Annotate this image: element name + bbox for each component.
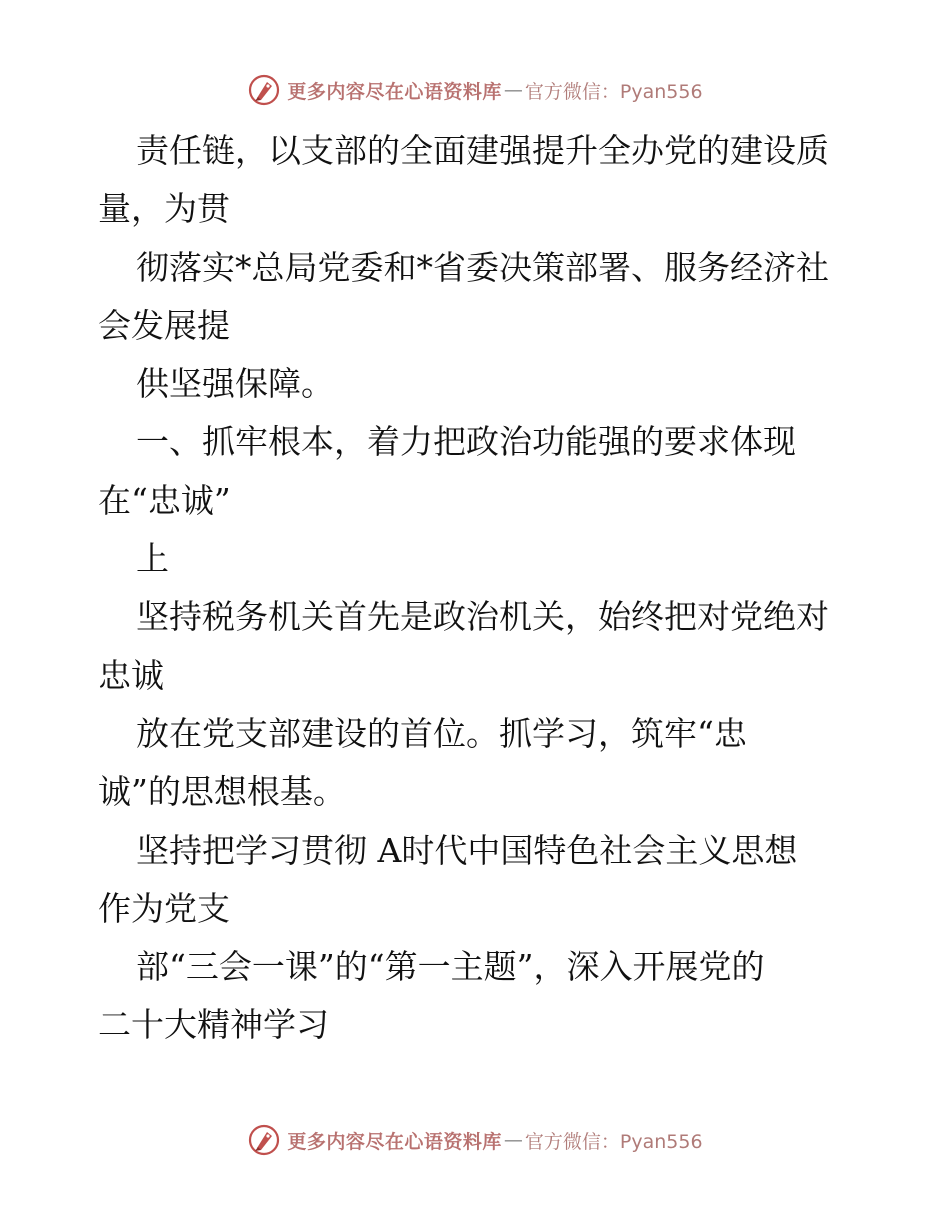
watermark-header [0,70,950,110]
text-line: 责任链，以支部的全面建强提升全办党的建设质 [136,131,829,170]
text-line: 坚持把学习贯彻 A时代中国特色社会主义思想 [136,830,798,870]
text-line: 作为党支 [98,888,230,928]
text-line: 供坚强保障。 [136,364,334,404]
watermark-footer [0,1120,950,1160]
section-heading-line: 上 [136,539,169,579]
text-line: 会发展提 [98,305,230,345]
watermark-contact-text: 官方微信：Pyan556 [524,80,703,103]
text-line: 忠诚 [98,655,164,695]
text-line: 坚持税务机关首先是政治机关，始终把对党绝对 [136,597,829,637]
pen-nib-logo-icon [247,73,281,107]
watermark-separator: — [503,79,523,101]
text-line: 量，为贯 [98,189,230,229]
text-line: 诚”的思想根基。 [98,772,346,812]
text-line: 二十大精神学习 [98,1005,329,1045]
section-heading-line: 在“忠诚” [98,480,231,520]
section-heading-line: 一、抓牢根本，着力把政治功能强的要求体现 [136,422,796,462]
watermark-main-text: 更多内容尽在心语资料库 [287,1130,502,1153]
watermark-main-text: 更多内容尽在心语资料库 [287,80,502,103]
text-line: 部“三会一课”的“第一主题”，深入开展党的 [136,947,765,987]
text-line: 放在党支部建设的首位。抓学习，筑牢“忠 [136,713,747,753]
watermark-separator: — [503,1129,523,1151]
watermark-contact-text: 官方微信：Pyan556 [524,1130,703,1153]
pen-nib-logo-icon [247,1123,281,1157]
document-body [98,122,858,1055]
text-line: 彻落实*总局党委和*省委决策部署、服务经济社 [136,247,829,287]
